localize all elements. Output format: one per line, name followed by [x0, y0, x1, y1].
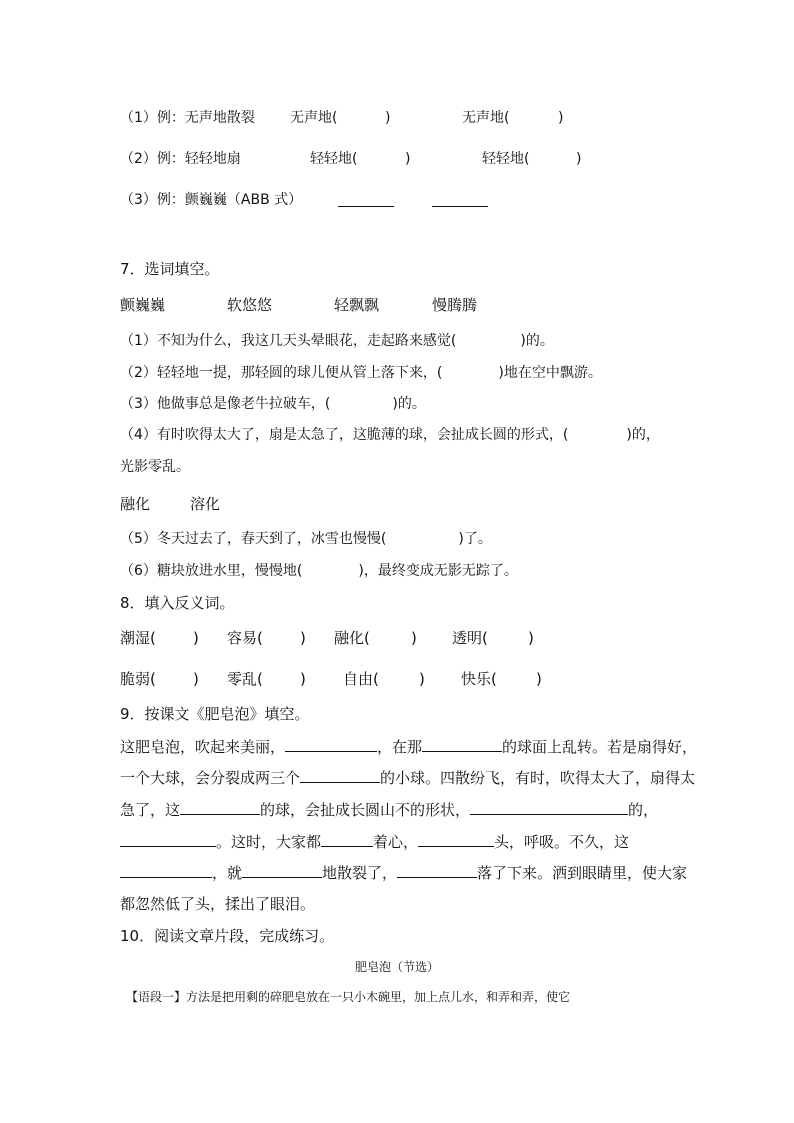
q9-blank-2[interactable] — [422, 737, 502, 752]
q7-sentence-4-end: )的， — [626, 427, 660, 443]
q7-sentence-6-text: （6）糖块放进水里，慢慢地( — [120, 563, 303, 579]
q9-blank-8[interactable] — [418, 832, 494, 847]
q9-line-4-c: 头，呼吸。不久，这 — [494, 833, 630, 851]
q6-row-1-blank-b-close: ) — [558, 110, 564, 126]
passage-paragraph-1: 【语段一】方法是把用剩的碎肥皂放在一只小木碗里，加上点儿水，和弄和弄，使它 — [126, 990, 571, 1004]
q9-line-5 — [120, 863, 687, 883]
q6-row-2 — [120, 149, 241, 169]
q7-sentence-4-text: （4）有时吹得太大了，扇是太急了，这脆薄的球，会扯成长圆的形式，( — [120, 427, 569, 443]
q9-line-4-a: 。这时，大家都 — [216, 833, 322, 851]
q9-line-3 — [120, 800, 658, 820]
passage-title: 肥皂泡（节选） — [354, 960, 439, 974]
q9-blank-5[interactable] — [470, 800, 628, 815]
q9-line-2-a: 一个大球，会分裂成两三个 — [120, 769, 301, 787]
q9-line-3-b: 的球，会扯成长圆山不的形状， — [260, 801, 471, 819]
q9-title: 9．按课文《肥皂泡》填空。 — [120, 705, 310, 723]
q9-blank-4[interactable] — [180, 800, 260, 815]
q7-sentence-5 — [120, 529, 492, 549]
q8-title: 8．填入反义词。 — [120, 594, 235, 612]
q7-title: 7．选词填空。 — [120, 260, 220, 278]
q8-item-2: 容易( — [227, 629, 263, 647]
q9-line-5-c: 落了下来。洒到眼睛里，使大家 — [477, 864, 688, 882]
q9-line-3-c: 的， — [628, 801, 659, 819]
q8-item-4-close: ) — [528, 629, 534, 647]
q8-item-5-close: ) — [193, 670, 199, 688]
q9-blank-7[interactable] — [321, 832, 373, 847]
q7-word-2: 软悠悠 — [227, 296, 273, 314]
q7-sentence-6 — [120, 561, 518, 581]
q9-line-1-c: 的球面上乱转。若是扇得好， — [502, 738, 698, 756]
q6-row-3-label: （3）例：颤巍巍（ABB 式） — [120, 192, 303, 208]
q6-row-3-blank-2[interactable] — [432, 192, 488, 207]
q6-row-2-blank-b-open: 轻轻地( — [482, 151, 530, 167]
q9-line-3-a: 急了，这 — [120, 801, 181, 819]
q6-row-1-blank-a-close: ) — [385, 110, 391, 126]
q8-item-6: 零乱( — [227, 670, 263, 688]
q7-sentence-3-text: （3）他做事总是像老牛拉破车，( — [120, 396, 331, 412]
q9-blank-9[interactable] — [120, 863, 212, 878]
q7-sentence-5-end: )了。 — [458, 531, 492, 547]
q8-item-3-close: ) — [411, 629, 417, 647]
q8-item-8-close: ) — [536, 670, 542, 688]
q8-item-3: 融化( — [334, 629, 370, 647]
q9-blank-11[interactable] — [397, 863, 477, 878]
q6-row-1-label: （1）例：无声地散裂 — [120, 110, 255, 126]
q9-line-5-b: 地散裂了， — [322, 864, 398, 882]
q7-sentence-3-end: )的。 — [392, 396, 426, 412]
q7-sentence-3 — [120, 394, 426, 414]
q10-title: 10．阅读文章片段，完成练习。 — [120, 927, 335, 945]
q9-line-2-b: 的小球。四散纷飞，有时，吹得太大了，扇得太 — [380, 769, 696, 787]
q7-sentence-2 — [120, 363, 602, 383]
q7-sentence-1 — [120, 331, 554, 351]
q8-item-1: 潮湿( — [120, 629, 156, 647]
q7-sentence-1-end: )的。 — [520, 333, 554, 349]
q7-sentence-1-text: （1）不知为什么，我这几天头晕眼花，走起路来感觉( — [120, 333, 457, 349]
q9-blank-10[interactable] — [242, 863, 322, 878]
q9-line-5-a: ，就 — [212, 864, 243, 882]
q7-word-5: 融化 — [120, 495, 151, 513]
q9-blank-3[interactable] — [300, 768, 380, 783]
q8-item-1-close: ) — [193, 629, 199, 647]
q8-item-2-close: ) — [300, 629, 306, 647]
q8-item-4: 透明( — [452, 629, 488, 647]
q7-sentence-4-cont: 光影零乱。 — [120, 459, 190, 475]
q9-line-6: 都忽然低了头，揉出了眼泪。 — [120, 895, 316, 913]
q6-row-3 — [120, 190, 302, 210]
q6-row-2-blank-a-close: ) — [405, 151, 411, 167]
q6-row-1 — [120, 108, 255, 128]
q6-row-2-blank-b-close: ) — [576, 151, 582, 167]
q8-item-5: 脆弱( — [120, 670, 156, 688]
q7-sentence-6-end: )，最终变成无影无踪了。 — [358, 563, 518, 579]
q9-blank-1[interactable] — [285, 737, 377, 752]
q7-word-4: 慢腾腾 — [432, 296, 478, 314]
q6-row-1-blank-a-open: 无声地( — [290, 110, 338, 126]
q7-sentence-2-end: )地在空中飘游。 — [498, 365, 602, 381]
q9-line-1-b: ，在那 — [377, 738, 423, 756]
q8-item-6-close: ) — [300, 670, 306, 688]
q8-item-7-close: ) — [419, 670, 425, 688]
q7-sentence-4 — [120, 425, 660, 445]
q7-word-1: 颤巍巍 — [120, 296, 166, 314]
q6-row-3-blank-1[interactable] — [338, 192, 394, 207]
q7-word-3: 轻飘飘 — [334, 296, 380, 314]
q9-line-4-b: 着心， — [373, 833, 419, 851]
q6-row-2-blank-a-open: 轻轻地( — [310, 151, 358, 167]
q6-row-1-blank-b-open: 无声地( — [462, 110, 510, 126]
q7-sentence-2-text: （2）轻轻地一提，那轻圆的球儿便从管上落下来，( — [120, 365, 443, 381]
q6-row-2-label: （2）例：轻轻地扇 — [120, 151, 241, 167]
q8-item-8: 快乐( — [461, 670, 497, 688]
q9-line-4 — [120, 832, 629, 852]
q7-sentence-5-text: （5）冬天过去了，春天到了，冰雪也慢慢( — [120, 531, 387, 547]
q9-line-2 — [120, 768, 695, 788]
q9-blank-6[interactable] — [120, 832, 216, 847]
q9-line-1-a: 这肥皂泡，吹起来美丽， — [120, 738, 286, 756]
q9-line-1 — [120, 737, 697, 757]
q7-word-6: 溶化 — [190, 495, 221, 513]
q8-item-7: 自由( — [343, 670, 379, 688]
